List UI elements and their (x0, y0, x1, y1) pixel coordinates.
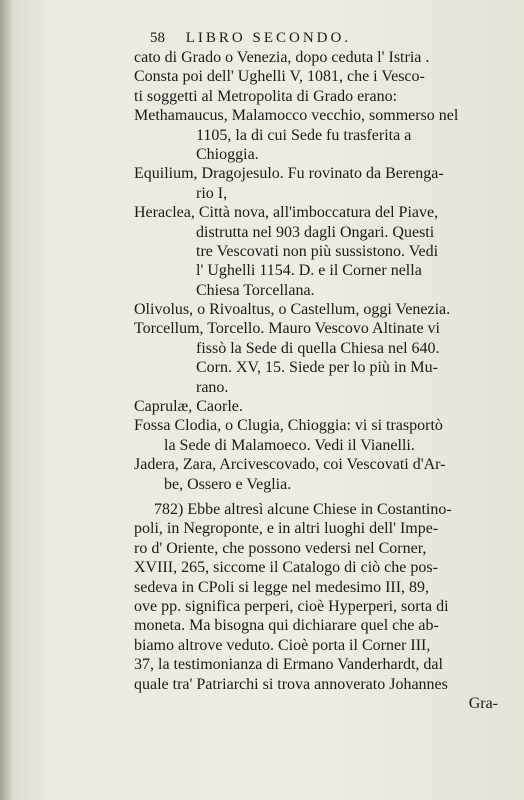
gutter-shadow (0, 0, 14, 800)
text-line: biamo altrove veduto. Cioè porta il Corner III, (134, 636, 431, 654)
running-title: LIBRO SECONDO. (185, 30, 352, 46)
text-line: XVIII, 265, siccome il Catalogo di ciò che pos- (134, 559, 438, 577)
text-line: 782) Ebbe altresì alcune Chiese in Costantino- (154, 500, 452, 518)
text-line: Chioggia. (196, 145, 259, 163)
catchword: Gra- (468, 694, 498, 712)
text-line: 37, la testimonianza di Ermano Vanderhardt, dal (134, 656, 443, 674)
text-line: la Sede di Malamoeco. Vedi il Vianelli. (164, 436, 415, 454)
text-line: ove pp. significa perperi, cioè Hyperperi, sorta di (134, 597, 449, 615)
text-line: moneta. Ma bisogna qui dichiarare quel che ab- (134, 617, 439, 635)
text-line: Chiesa Torcellana. (196, 281, 315, 299)
text-line: Jadera, Zara, Arcivescovado, coi Vescovati d'Ar- (134, 456, 446, 474)
text-line: quale tra' Patriarchi si trova annoverato Johannes (134, 675, 448, 693)
text-line: Olivolus, o Rivoaltus, o Castellum, oggi Venezia. (134, 301, 451, 319)
text-line: tre Vescovati non più sussistono. Vedi (196, 242, 439, 260)
text-line: ro d' Oriente, che possono vedersi nel Corner, (134, 539, 427, 557)
text-line: Methamaucus, Malamocco vecchio, sommerso nel (134, 107, 459, 125)
text-line: distrutta nel 903 dagli Ongari. Questi (196, 223, 435, 241)
text-line: poli, in Negroponte, e in altri luoghi dell' Impe- (134, 520, 439, 538)
text-line: Fossa Clodia, o Clugia, Chioggia: vi si trasportò (134, 417, 443, 435)
text-line: cato di Grado o Venezia, dopo ceduta l' Istria . (134, 49, 430, 66)
page-number: 58 (150, 30, 165, 46)
text-line: Caprulæ, Caorle. (134, 398, 243, 416)
text-line: Heraclea, Città nova, all'imboccatura del Piave, (134, 204, 439, 222)
text-line: Torcellum, Torcello. Mauro Vescovo Altinate vi (134, 320, 440, 338)
body-text (134, 48, 504, 713)
text-line: rano. (196, 378, 229, 396)
text-line: ti soggetti al Metropolita di Grado erano: (134, 87, 398, 105)
text-line: Corn. XV, 15. Siede per lo più in Mu- (196, 359, 438, 377)
page-header (150, 30, 351, 47)
text-line: rio I, (196, 184, 228, 202)
text-line: l' Ughelli 1154. D. e il Corner nella (196, 262, 422, 280)
text-line: 1105, la di cui Sede fu trasferita a (196, 126, 412, 144)
text-line: sedeva in CPoli si legge nel medesimo III, 89, (134, 578, 430, 596)
text-line: Equilium, Dragojesulo. Fu rovinato da Berenga- (134, 165, 444, 183)
text-line: be, Ossero e Veglia. (164, 475, 292, 493)
text-line: Consta poi dell' Ughelli V, 1081, che i Vesco- (134, 68, 425, 86)
text-line: fissò la Sede di quella Chiesa nel 640. (196, 339, 440, 357)
